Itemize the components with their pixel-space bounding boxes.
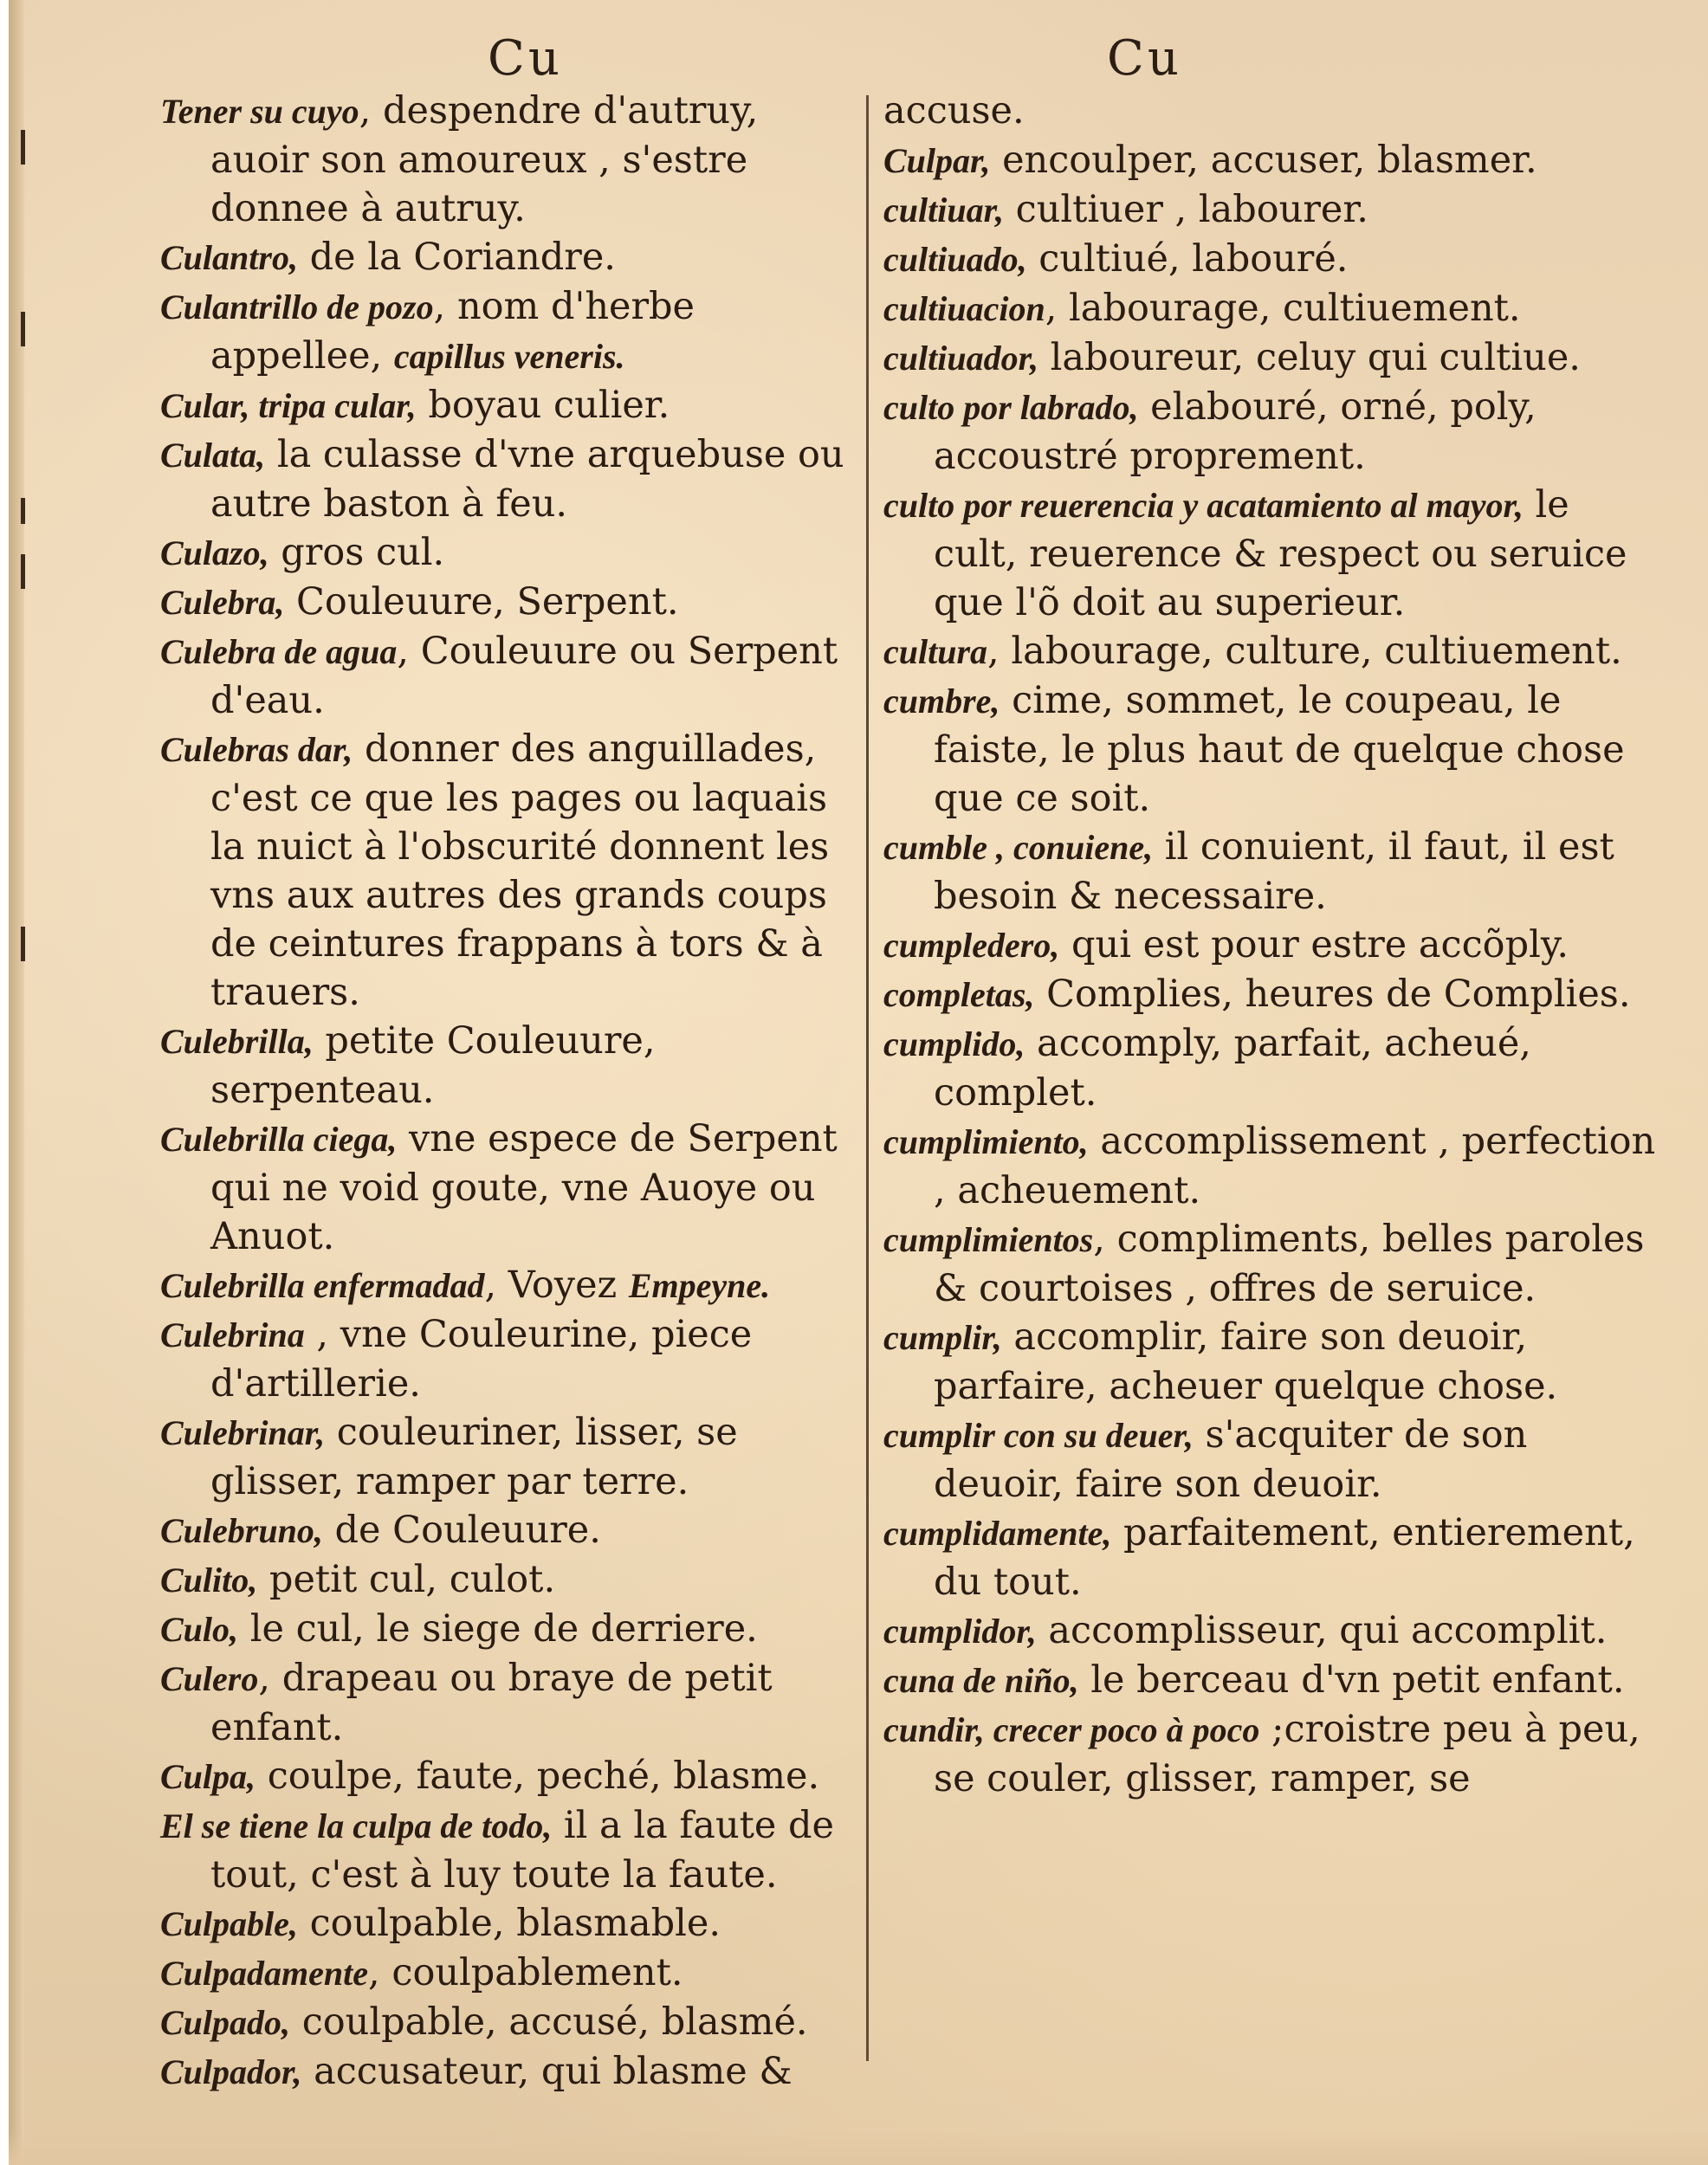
dictionary-entry — [883, 1215, 1663, 1313]
entry-definition: , labourage, cultiuement. — [1045, 287, 1521, 330]
entry-headword: Cular, tripa cular, — [160, 386, 417, 425]
entry-definition: s'acquiter de son deuoir, faire son deuoir. — [934, 1413, 1528, 1506]
entry-definition: accusateur, qui blasme & — [301, 2050, 793, 2093]
entry-headword: cundir, crecer poco à poco — [883, 1710, 1260, 1749]
dictionary-entry — [883, 185, 1663, 235]
dictionary-entry — [160, 381, 866, 430]
dictionary-entry — [883, 627, 1663, 676]
dictionary-entry — [160, 578, 866, 627]
dictionary-entry — [883, 481, 1663, 627]
page-bottom — [9, 2130, 1708, 2165]
margin-mark — [21, 498, 25, 524]
entry-headword: cumplimiento, — [883, 1122, 1089, 1161]
entry-definition: laboureur, celuy qui cultiue. — [1038, 336, 1581, 379]
entry-definition: cultiué, labouré. — [1026, 237, 1349, 281]
entry-definition: accomplir, faire son deuoir, parfaire, acheuer quelque chose. — [934, 1315, 1558, 1408]
entry-headword: Culebra de agua — [160, 632, 398, 671]
entry-definition: le berceau d'vn petit enfant. — [1078, 1658, 1625, 1702]
entry-definition: , Couleuure ou Serpent d'eau. — [210, 630, 838, 722]
entry-definition: boyau culier. — [416, 384, 670, 427]
entry-headword: Culazo, — [160, 533, 269, 572]
entry-definition: coulpe, faute, peché, blasme. — [256, 1755, 820, 1798]
dictionary-entry — [160, 282, 866, 381]
dictionary-entry — [160, 87, 866, 233]
dictionary-entry — [160, 1801, 866, 1899]
entry-headword: Culpado, — [160, 2003, 291, 2042]
dictionary-entry — [883, 1606, 1663, 1656]
entry-definition: , Voyez — [484, 1263, 629, 1307]
entry-headword: Culo, — [160, 1610, 239, 1649]
entry-definition: de Couleuure. — [322, 1509, 601, 1552]
entry-definition: ;croistre peu à peu, se couler, glisser, ramper, se — [934, 1708, 1640, 1800]
entry-crossref: Empeyne. — [628, 1266, 771, 1305]
entry-definition: , compliments, belles paroles & courtoises , offres de seruice. — [934, 1218, 1645, 1310]
entry-headword: Culebrilla enfermadad — [160, 1266, 485, 1305]
dictionary-entry — [883, 921, 1663, 970]
entry-definition: accomplisseur, qui accomplit. — [1036, 1609, 1608, 1652]
entry-definition: parfaitement, entierement, du tout. — [934, 1511, 1635, 1604]
entry-definition: Couleuure, Serpent. — [284, 580, 679, 624]
entry-headword: Culito, — [160, 1561, 258, 1600]
right-column — [883, 87, 1663, 1803]
dictionary-entry — [883, 676, 1663, 823]
entry-definition: qui est pour estre accõply. — [1059, 923, 1569, 966]
entry-definition: elabouré, orné, poly, accoustré proprement. — [934, 385, 1537, 478]
running-header-left: Cu — [488, 30, 563, 87]
entry-definition: Complies, heures de Complies. — [1034, 973, 1631, 1016]
dictionary-entry — [883, 1656, 1663, 1705]
dictionary-entry — [160, 430, 866, 528]
entry-definition: accomplissement , perfection , acheuement. — [934, 1120, 1656, 1212]
entry-headword: cultiuado, — [883, 240, 1027, 279]
entry-definition: , nom d'herbe appellee, — [210, 285, 695, 378]
entry-headword: cumplidor, — [883, 1612, 1037, 1651]
entry-headword: Culero — [160, 1659, 259, 1698]
entry-definition: donner des anguillades, c'est ce que les pages ou laquais la nuict à l'obscurité donnent les vns aux autres des grands coups de ceintures frappans à tors & à trauers. — [210, 727, 830, 1014]
margin-mark — [21, 130, 25, 165]
entry-definition: petit cul, culot. — [257, 1558, 556, 1601]
entry-headword: Culpar, — [883, 141, 991, 180]
entry-definition: petite Couleuure, serpenteau. — [210, 1019, 656, 1112]
dictionary-entry — [160, 1115, 866, 1261]
entry-definition: accuse. — [883, 89, 1025, 132]
entry-headword: Culantrillo de pozo — [160, 288, 434, 326]
entry-definition: cime, sommet, le coupeau, le faiste, le plus haut de quelque chose que ce soit. — [934, 679, 1625, 820]
running-header-right: Cu — [1107, 30, 1182, 87]
entry-headword: cumplir con su deuer, — [883, 1416, 1194, 1455]
entry-definition: il a la faute de tout, c'est à luy toute la faute. — [210, 1804, 835, 1897]
dictionary-page — [9, 0, 1708, 2165]
entry-headword: cumplido, — [883, 1024, 1025, 1063]
dictionary-entry — [883, 1313, 1663, 1411]
entry-headword: Culebra, — [160, 583, 285, 622]
entry-definition: , despendre d'autruy, auoir son amoureux , s'estre donnee à autruy. — [210, 89, 759, 230]
margin-mark — [21, 312, 25, 346]
dictionary-entry — [883, 1019, 1663, 1117]
entry-headword: cultura — [883, 632, 988, 671]
entry-headword: culto por labrado, — [883, 388, 1139, 427]
entry-headword: cumpledero, — [883, 926, 1060, 965]
entry-definition: vne espece de Serpent qui ne void goute, vne Auoye ou Anuot. — [210, 1117, 838, 1258]
entry-definition: encoulper, accuser, blasmer. — [990, 139, 1537, 182]
entry-definition: il conuient, il faut, il est besoin & necessaire. — [934, 825, 1614, 918]
entry-definition: , vne Couleurine, piece d'artillerie. — [210, 1313, 753, 1406]
entry-headword: Culebrilla ciega, — [160, 1120, 398, 1159]
entry-definition: accomply, parfait, acheué, complet. — [934, 1022, 1531, 1115]
dictionary-entry — [883, 1509, 1663, 1606]
dictionary-entry — [160, 1261, 866, 1310]
entry-headword: cumble , conuiene, — [883, 828, 1154, 867]
column-rule — [866, 95, 869, 2061]
dictionary-entry — [160, 1899, 866, 1948]
dictionary-entry — [160, 1654, 866, 1752]
dictionary-entry — [883, 87, 1663, 136]
entry-headword: Culebrinar, — [160, 1413, 326, 1452]
dictionary-entry — [160, 1408, 866, 1506]
margin-mark — [21, 927, 25, 961]
dictionary-entry — [160, 1310, 866, 1408]
dictionary-entry — [883, 333, 1663, 383]
dictionary-entry — [160, 725, 866, 1017]
dictionary-entry — [883, 970, 1663, 1019]
dictionary-entry — [160, 1605, 866, 1654]
dictionary-entry — [160, 528, 866, 578]
entry-headword: cultiuar, — [883, 191, 1004, 229]
entry-definition: coulpable, accusé, blasmé. — [290, 2000, 808, 2044]
entry-headword: Culpable, — [160, 1904, 298, 1943]
entry-headword: cuna de niño, — [883, 1661, 1079, 1700]
entry-headword: cumplidamente, — [883, 1514, 1112, 1553]
entry-definition: cultiuer , labourer. — [1003, 188, 1368, 231]
entry-definition: couleuriner, lisser, se glisser, ramper par terre. — [210, 1411, 738, 1503]
entry-crossref: capillus veneris. — [393, 337, 625, 376]
entry-definition: , labourage, culture, cultiuement. — [987, 630, 1622, 673]
dictionary-entry — [160, 1555, 866, 1605]
dictionary-entry — [160, 1506, 866, 1555]
entry-definition: , drapeau ou braye de petit enfant. — [210, 1657, 773, 1749]
entry-headword: El se tiene la culpa de todo, — [160, 1806, 553, 1845]
dictionary-entry — [883, 136, 1663, 185]
entry-headword: culto por reuerencia y acatamiento al mayor, — [883, 486, 1524, 525]
entry-headword: Culpa, — [160, 1757, 256, 1796]
dictionary-entry — [883, 383, 1663, 481]
entry-definition: coulpable, blasmable. — [297, 1902, 721, 1945]
entry-headword: cumplir, — [883, 1318, 1002, 1357]
dictionary-entry — [883, 235, 1663, 284]
entry-definition: la culasse d'vne arquebuse ou autre baston à feu. — [210, 433, 844, 526]
entry-headword: Culebras dar, — [160, 730, 353, 769]
dictionary-entry — [160, 627, 866, 725]
dictionary-entry — [160, 233, 866, 282]
entry-definition: de la Coriandre. — [297, 236, 616, 279]
dictionary-entry — [160, 1752, 866, 1801]
left-column — [160, 87, 866, 2097]
entry-headword: cumbre, — [883, 682, 1000, 721]
entry-headword: cumplimientos — [883, 1220, 1094, 1259]
entry-headword: Culata, — [160, 436, 266, 475]
margin-mark — [21, 554, 25, 589]
dictionary-entry — [883, 1411, 1663, 1509]
dictionary-entry — [883, 823, 1663, 921]
entry-definition: le cul, le siege de derriere. — [238, 1607, 758, 1651]
entry-headword: completas, — [883, 975, 1035, 1014]
entry-headword: Culebruno, — [160, 1511, 323, 1550]
dictionary-entry — [160, 2047, 866, 2097]
entry-headword: Culebrina — [160, 1315, 305, 1354]
entry-headword: cultiuacion — [883, 289, 1045, 328]
dictionary-entry — [160, 1017, 866, 1115]
entry-headword: Culpador, — [160, 2052, 302, 2091]
entry-headword: cultiuador, — [883, 339, 1038, 378]
entry-headword: Culebrilla, — [160, 1022, 314, 1061]
entry-headword: Tener su cuyo — [160, 92, 359, 131]
dictionary-entry — [883, 284, 1663, 333]
dictionary-entry — [160, 1948, 866, 1998]
dictionary-entry — [160, 1998, 866, 2047]
entry-headword: Culpadamente — [160, 1954, 369, 1993]
dictionary-entry — [883, 1705, 1663, 1803]
entry-definition: le cult, reuerence & respect ou seruice que l'õ doit au superieur. — [934, 483, 1627, 624]
entry-definition: gros cul. — [268, 531, 445, 574]
dictionary-entry — [883, 1117, 1663, 1215]
entry-definition: , coulpablement. — [368, 1951, 683, 1994]
entry-headword: Culantro, — [160, 238, 298, 277]
